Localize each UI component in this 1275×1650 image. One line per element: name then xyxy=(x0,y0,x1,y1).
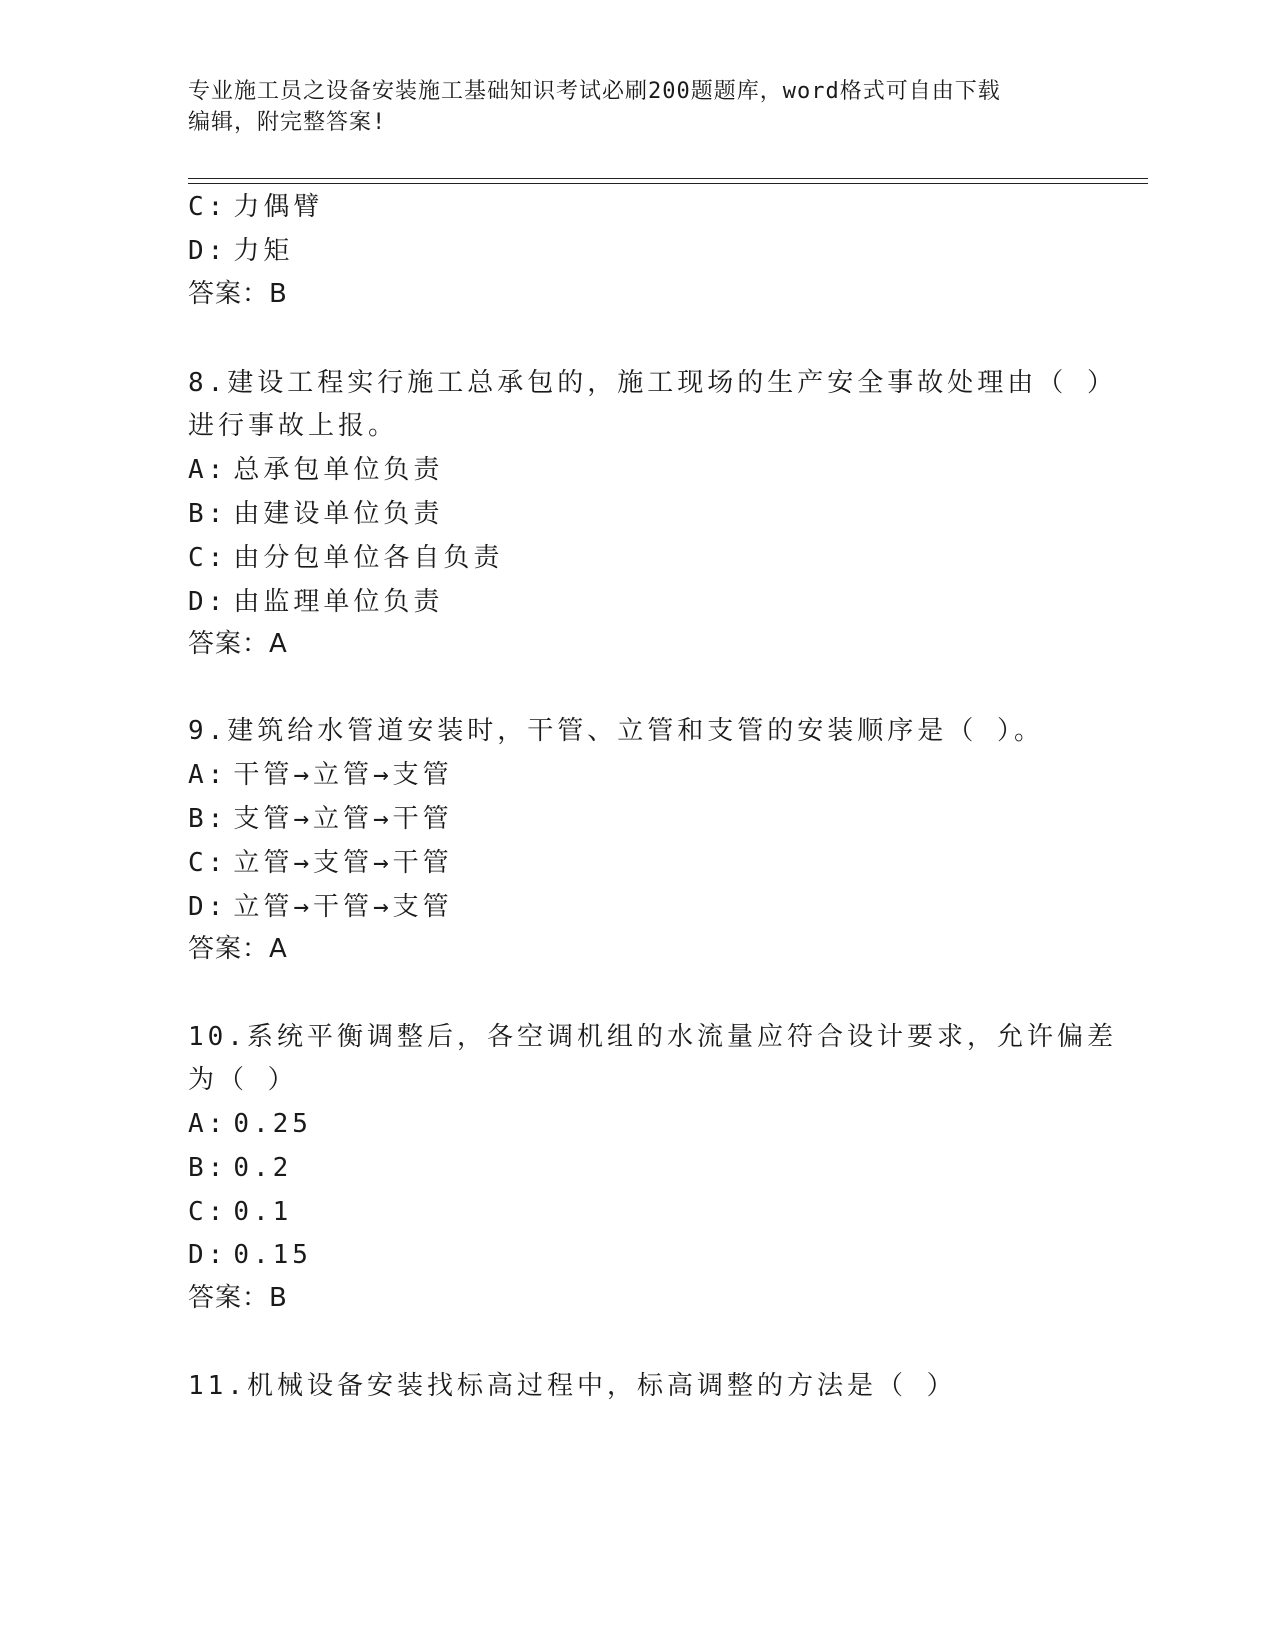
option-text: 由监理单位负责 xyxy=(233,587,444,617)
option-letter: C: xyxy=(188,543,228,573)
document-header xyxy=(188,76,1088,138)
question-9-stem-line-1: 9.建筑给水管道安装时，干管、立管和支管的安装顺序是（ ）。 xyxy=(188,716,1044,746)
option-text: 0.15 xyxy=(233,1240,312,1270)
question-8-stem-line-1: 8.建设工程实行施工总承包的，施工现场的生产安全事故处理由（ ） xyxy=(188,368,1117,398)
option-letter: D: xyxy=(188,1240,228,1270)
option-c xyxy=(188,846,453,880)
option-letter: D: xyxy=(188,587,228,617)
option-text: 由建设单位负责 xyxy=(233,499,444,529)
option-text: 总承包单位负责 xyxy=(233,455,444,485)
header-divider-top xyxy=(188,178,1148,179)
question-10-stem-line-2: 为（ ） xyxy=(188,1065,298,1095)
header-divider-bottom xyxy=(188,183,1148,184)
option-c xyxy=(188,190,323,224)
option-text: 支管→立管→干管 xyxy=(233,804,453,834)
option-text: 由分包单位各自负责 xyxy=(233,543,504,573)
answer-line: 答案：B xyxy=(188,279,288,309)
option-d xyxy=(188,585,443,619)
question-10-stem-line-1: 10.系统平衡调整后，各空调机组的水流量应符合设计要求，允许偏差 xyxy=(188,1022,1117,1052)
option-letter: D: xyxy=(188,236,228,266)
option-letter: B: xyxy=(188,1153,228,1183)
option-a xyxy=(188,1107,312,1141)
option-d xyxy=(188,234,293,268)
option-text: 立管→支管→干管 xyxy=(233,848,453,878)
answer-line: 答案：B xyxy=(188,1283,288,1313)
question-8-stem-line-2: 进行事故上报。 xyxy=(188,411,399,441)
option-letter: C: xyxy=(188,1197,228,1227)
option-c xyxy=(188,1195,292,1229)
option-d xyxy=(188,1238,312,1272)
option-b xyxy=(188,1151,292,1185)
option-letter: A: xyxy=(188,1109,228,1139)
option-text: 0.25 xyxy=(233,1109,312,1139)
option-b xyxy=(188,802,453,836)
option-letter: B: xyxy=(188,499,228,529)
option-a xyxy=(188,758,453,792)
answer-line: 答案：A xyxy=(188,629,288,659)
option-b xyxy=(188,497,443,531)
option-text: 力矩 xyxy=(233,236,294,266)
option-letter: C: xyxy=(188,192,228,222)
option-text: 立管→干管→支管 xyxy=(233,892,453,922)
answer-line: 答案：A xyxy=(188,934,288,964)
option-text: 力偶臂 xyxy=(233,192,324,222)
option-letter: A: xyxy=(188,760,228,790)
option-letter: A: xyxy=(188,455,228,485)
question-11-stem-line-1: 11.机械设备安装找标高过程中，标高调整的方法是（ ） xyxy=(188,1371,957,1401)
header-line-2: 编辑，附完整答案! xyxy=(188,110,387,135)
header-line-1: 专业施工员之设备安装施工基础知识考试必刷200题题库，word格式可自由下载 xyxy=(188,79,1001,104)
option-letter: B: xyxy=(188,804,228,834)
option-letter: C: xyxy=(188,848,228,878)
option-c xyxy=(188,541,503,575)
option-text: 干管→立管→支管 xyxy=(233,760,453,790)
option-text: 0.1 xyxy=(233,1197,293,1227)
option-text: 0.2 xyxy=(233,1153,293,1183)
option-d xyxy=(188,890,453,924)
option-a xyxy=(188,453,443,487)
option-letter: D: xyxy=(188,892,228,922)
